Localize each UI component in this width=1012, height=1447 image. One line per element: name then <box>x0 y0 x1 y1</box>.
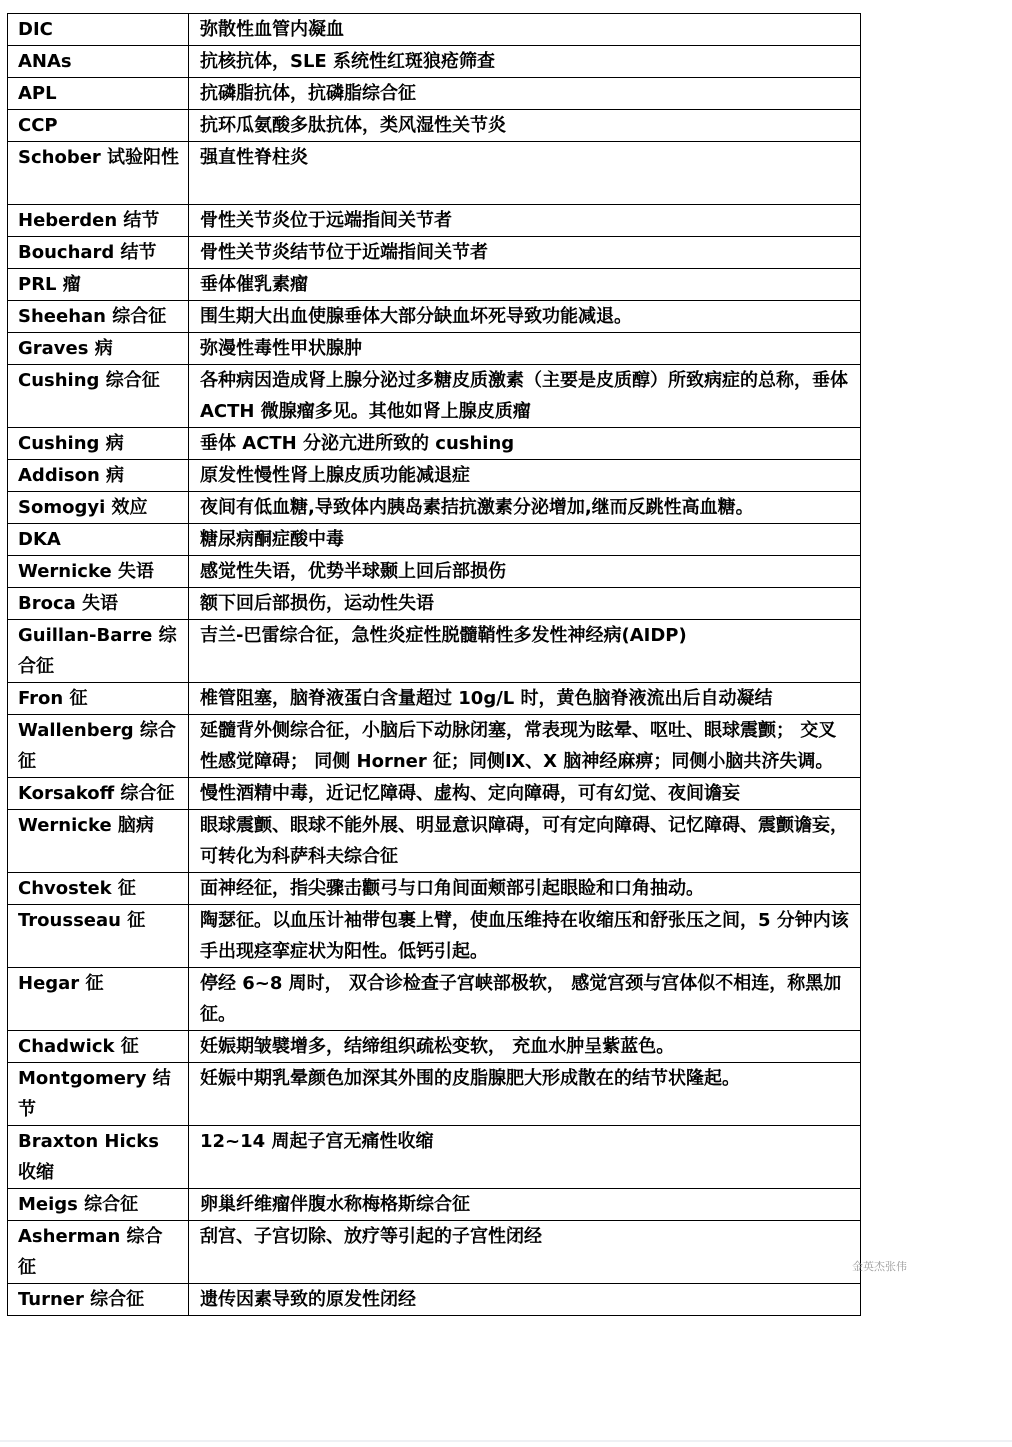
table-row <box>8 14 861 46</box>
term-cell: Wernicke 脑病 <box>8 810 189 873</box>
term-cell: Sheehan 综合征 <box>8 301 189 333</box>
table-row <box>8 269 861 301</box>
term-cell: Schober 试验阳性 <box>8 142 189 205</box>
definition-cell: 糖尿病酮症酸中毒 <box>189 524 861 556</box>
table-row <box>8 1126 861 1189</box>
definition-cell: 卵巢纤维瘤伴腹水称梅格斯综合征 <box>189 1189 861 1221</box>
term-cell: ANAs <box>8 46 189 78</box>
term-cell: Somogyi 效应 <box>8 492 189 524</box>
definition-cell: 抗磷脂抗体，抗磷脂综合征 <box>189 78 861 110</box>
term-cell: DKA <box>8 524 189 556</box>
term-cell: Graves 病 <box>8 333 189 365</box>
term-cell: Asherman 综合征 <box>8 1221 189 1284</box>
table-row <box>8 46 861 78</box>
table-row <box>8 556 861 588</box>
definition-cell: 抗核抗体，SLE 系统性红斑狼疮筛查 <box>189 46 861 78</box>
term-cell: Cushing 病 <box>8 428 189 460</box>
term-cell: Montgomery 结节 <box>8 1063 189 1126</box>
term-cell: Hegar 征 <box>8 968 189 1031</box>
term-cell: Guillan-Barre 综合征 <box>8 620 189 683</box>
table-row <box>8 428 861 460</box>
definition-cell: 强直性脊柱炎 <box>189 142 861 205</box>
table-row <box>8 1284 861 1316</box>
table-row <box>8 810 861 873</box>
table-row <box>8 110 861 142</box>
table-row <box>8 620 861 683</box>
definition-cell: 刮宫、子宫切除、放疗等引起的子宫性闭经 <box>189 1221 861 1284</box>
term-cell: Chvostek 征 <box>8 873 189 905</box>
table-row <box>8 237 861 269</box>
term-cell: Heberden 结节 <box>8 205 189 237</box>
term-cell: Addison 病 <box>8 460 189 492</box>
term-cell: Meigs 综合征 <box>8 1189 189 1221</box>
table-row <box>8 1189 861 1221</box>
definition-cell: 遗传因素导致的原发性闭经 <box>189 1284 861 1316</box>
definition-cell: 慢性酒精中毒，近记忆障碍、虚构、定向障碍，可有幻觉、夜间谵妄 <box>189 778 861 810</box>
table-row <box>8 683 861 715</box>
definition-cell: 夜间有低血糖,导致体内胰岛素拮抗激素分泌增加,继而反跳性高血糖。 <box>189 492 861 524</box>
definition-cell: 眼球震颤、眼球不能外展、明显意识障碍，可有定向障碍、记忆障碍、震颤谵妄，可转化为科萨科夫综合征 <box>189 810 861 873</box>
term-cell: Broca 失语 <box>8 588 189 620</box>
terms-table <box>7 13 861 1316</box>
definition-cell: 垂体催乳素瘤 <box>189 269 861 301</box>
definition-cell: 抗环瓜氨酸多肽抗体，类风湿性关节炎 <box>189 110 861 142</box>
term-cell: Cushing 综合征 <box>8 365 189 428</box>
table-row <box>8 460 861 492</box>
term-cell: Turner 综合征 <box>8 1284 189 1316</box>
table-row <box>8 1221 861 1284</box>
definition-cell: 感觉性失语，优势半球颞上回后部损伤 <box>189 556 861 588</box>
term-cell: APL <box>8 78 189 110</box>
table-row <box>8 301 861 333</box>
table-row <box>8 905 861 968</box>
page-bottom-divider <box>0 1440 1012 1442</box>
table-row <box>8 142 861 205</box>
definition-cell: 骨性关节炎位于远端指间关节者 <box>189 205 861 237</box>
table-row <box>8 968 861 1031</box>
table-row <box>8 365 861 428</box>
term-cell: Bouchard 结节 <box>8 237 189 269</box>
definition-cell: 弥散性血管内凝血 <box>189 14 861 46</box>
author-stamp: 金英杰张伟 <box>852 1260 907 1273</box>
table-row <box>8 588 861 620</box>
definition-cell: 陶瑟征。以血压计袖带包裹上臂，使血压维持在收缩压和舒张压之间，5 分钟内该手出现痉挛症状为阳性。低钙引起。 <box>189 905 861 968</box>
table-row <box>8 873 861 905</box>
table-row <box>8 333 861 365</box>
table-row <box>8 492 861 524</box>
term-cell: Trousseau 征 <box>8 905 189 968</box>
terms-table-body <box>8 14 861 1316</box>
definition-cell: 延髓背外侧综合征，小脑后下动脉闭塞，常表现为眩晕、呕吐、眼球震颤； 交叉性感觉障碍； 同侧 Horner 征；同侧Ⅸ、X 脑神经麻痹；同侧小脑共济失调。 <box>189 715 861 778</box>
definition-cell: 停经 6~8 周时， 双合诊检查子宫峡部极软， 感觉宫颈与宫体似不相连，称黑加征。 <box>189 968 861 1031</box>
table-row <box>8 205 861 237</box>
table-row <box>8 78 861 110</box>
definition-cell: 额下回后部损伤，运动性失语 <box>189 588 861 620</box>
term-cell: Wernicke 失语 <box>8 556 189 588</box>
term-cell: PRL 瘤 <box>8 269 189 301</box>
definition-cell: 垂体 ACTH 分泌亢进所致的 cushing <box>189 428 861 460</box>
term-cell: CCP <box>8 110 189 142</box>
term-cell: DIC <box>8 14 189 46</box>
definition-cell: 面神经征，指尖骤击颧弓与口角间面颊部引起眼睑和口角抽动。 <box>189 873 861 905</box>
definition-cell: 围生期大出血使腺垂体大部分缺血坏死导致功能减退。 <box>189 301 861 333</box>
definition-cell: 原发性慢性肾上腺皮质功能减退症 <box>189 460 861 492</box>
table-row <box>8 524 861 556</box>
table-row <box>8 778 861 810</box>
definition-cell: 各种病因造成肾上腺分泌过多糖皮质激素（主要是皮质醇）所致病症的总称，垂体 ACTH 微腺瘤多见。其他如肾上腺皮质瘤 <box>189 365 861 428</box>
definition-cell: 弥漫性毒性甲状腺肿 <box>189 333 861 365</box>
term-cell: Chadwick 征 <box>8 1031 189 1063</box>
definition-cell: 12~14 周起子宫无痛性收缩 <box>189 1126 861 1189</box>
definition-cell: 妊娠期皱襞增多，结缔组织疏松变软， 充血水肿呈紫蓝色。 <box>189 1031 861 1063</box>
definition-cell: 骨性关节炎结节位于近端指间关节者 <box>189 237 861 269</box>
table-row <box>8 715 861 778</box>
definition-cell: 吉兰-巴雷综合征，急性炎症性脱髓鞘性多发性神经病(AIDP) <box>189 620 861 683</box>
table-row <box>8 1031 861 1063</box>
definition-cell: 妊娠中期乳晕颜色加深其外围的皮脂腺肥大形成散在的结节状隆起。 <box>189 1063 861 1126</box>
table-row <box>8 1063 861 1126</box>
definition-cell: 椎管阻塞，脑脊液蛋白含量超过 10g/L 时，黄色脑脊液流出后自动凝结 <box>189 683 861 715</box>
term-cell: Braxton Hicks 收缩 <box>8 1126 189 1189</box>
term-cell: Wallenberg 综合征 <box>8 715 189 778</box>
term-cell: Fron 征 <box>8 683 189 715</box>
term-cell: Korsakoff 综合征 <box>8 778 189 810</box>
